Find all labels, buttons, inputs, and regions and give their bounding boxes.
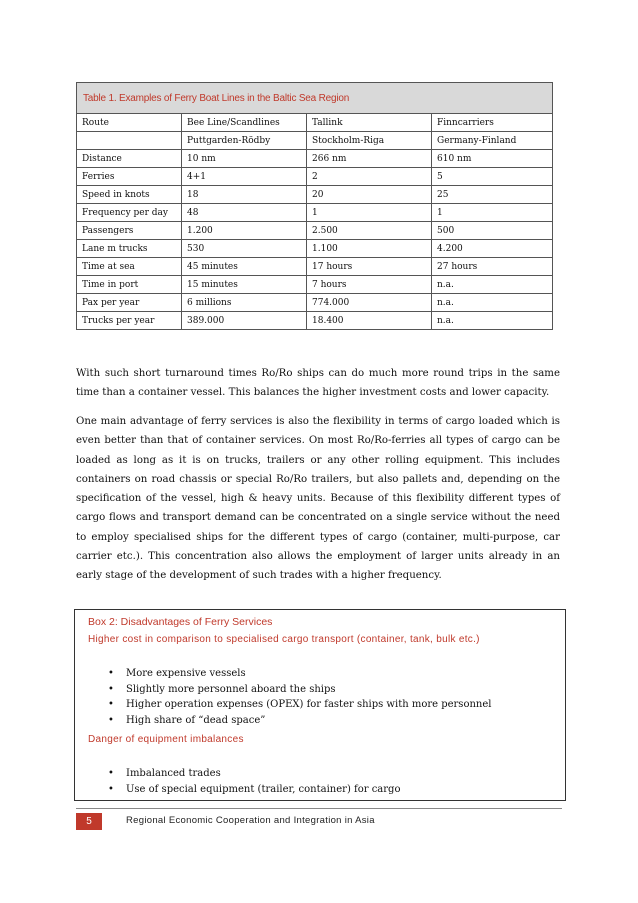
table-cell: 1.100 xyxy=(307,240,432,258)
table-row xyxy=(77,294,553,312)
table-caption: Table 1. Examples of Ferry Boat Lines in the Baltic Sea Region xyxy=(77,83,553,114)
table-cell: Pax per year xyxy=(77,294,182,312)
table-cell: 18 xyxy=(182,186,307,204)
table-cell: Tallink xyxy=(307,114,432,132)
table-row xyxy=(77,258,553,276)
list-item: • Slightly more personnel aboard the ships xyxy=(108,682,491,698)
table-cell: 17 hours xyxy=(307,258,432,276)
table-row xyxy=(77,114,553,132)
table-cell: 774.000 xyxy=(307,294,432,312)
table-cell: 5 xyxy=(432,168,553,186)
paragraph-flexibility: One main advantage of ferry services is also the flexibility in terms of cargo loaded which is even better than that of container services. On most Ro/Ro-ferries all types of cargo can be loaded as long as it is on trucks, trailers or any other rolling equipment. This includes containers on road chassis or special Ro/Ro trailers, but also pallets and, depending on the specification of the vessel, high & heavy units. Because of this flexibility different types of cargo flows and transport demand can be concentrated on a single service without the need to employ specialised ships for the different types of cargo (container, multi-purpose, car carrier etc.). This concentration also allows the employment of larger units already in an early stage of the development of such trades with a higher frequency. xyxy=(76,416,560,582)
table-cell: 45 minutes xyxy=(182,258,307,276)
footer-title: Regional Economic Cooperation and Integration in Asia xyxy=(126,815,375,826)
table-cell: 7 hours xyxy=(307,276,432,294)
table-cell xyxy=(77,132,182,150)
table-cell: 6 millions xyxy=(182,294,307,312)
page-number: 5 xyxy=(76,813,102,830)
table-cell: Bee Line/Scandlines xyxy=(182,114,307,132)
table-cell: Finncarriers xyxy=(432,114,553,132)
list-item: • High share of “dead space” xyxy=(108,713,491,729)
table-cell: Trucks per year xyxy=(77,312,182,330)
table-row xyxy=(77,186,553,204)
box-section2-list xyxy=(108,766,400,797)
table-cell: 1.200 xyxy=(182,222,307,240)
table-cell: 500 xyxy=(432,222,553,240)
box-section2-heading: Danger of equipment imbalances xyxy=(88,734,244,745)
list-item: • Higher operation expenses (OPEX) for faster ships with more personnel xyxy=(108,697,491,713)
table-cell: 20 xyxy=(307,186,432,204)
table-cell: 389.000 xyxy=(182,312,307,330)
table-cell: n.a. xyxy=(432,312,553,330)
table-cell: 1 xyxy=(307,204,432,222)
table-row xyxy=(77,312,553,330)
list-item: • Imbalanced trades xyxy=(108,766,400,782)
table-cell: Frequency per day xyxy=(77,204,182,222)
table-cell: Lane m trucks xyxy=(77,240,182,258)
table-row xyxy=(77,132,553,150)
table-cell: Puttgarden-Rödby xyxy=(182,132,307,150)
table-cell: 15 minutes xyxy=(182,276,307,294)
table-cell: 4.200 xyxy=(432,240,553,258)
table-cell: n.a. xyxy=(432,294,553,312)
paragraph-turnaround: With such short turnaround times Ro/Ro ships can do much more round trips in the same time than a container vessel. This balances the higher investment costs and lower capacity. xyxy=(76,368,560,399)
table-cell: 27 hours xyxy=(432,258,553,276)
table-row xyxy=(77,222,553,240)
list-item: • Use of special equipment (trailer, container) for cargo xyxy=(108,782,400,798)
table-cell: 610 nm xyxy=(432,150,553,168)
box-section1-heading: Higher cost in comparison to specialised cargo transport (container, tank, bulk etc.) xyxy=(88,634,480,645)
table-cell: Stockholm-Riga xyxy=(307,132,432,150)
box-section1-list xyxy=(108,666,491,728)
table-cell: Route xyxy=(77,114,182,132)
table-cell: 25 xyxy=(432,186,553,204)
table-cell: 48 xyxy=(182,204,307,222)
box-title: Box 2: Disadvantages of Ferry Services xyxy=(88,616,273,628)
table-cell: Ferries xyxy=(77,168,182,186)
table-cell: Passengers xyxy=(77,222,182,240)
table-row xyxy=(77,204,553,222)
table-cell: Speed in knots xyxy=(77,186,182,204)
table-cell: 18.400 xyxy=(307,312,432,330)
ferry-lines-table xyxy=(76,82,552,330)
table-cell: 266 nm xyxy=(307,150,432,168)
table-row xyxy=(77,150,553,168)
table-cell: 530 xyxy=(182,240,307,258)
table-cell: 2.500 xyxy=(307,222,432,240)
table-caption-row xyxy=(77,83,553,114)
table-cell: 1 xyxy=(432,204,553,222)
table-cell: Time at sea xyxy=(77,258,182,276)
list-item: • More expensive vessels xyxy=(108,666,491,682)
table-cell: Germany-Finland xyxy=(432,132,553,150)
footer-divider xyxy=(76,808,562,809)
table-cell: 10 nm xyxy=(182,150,307,168)
table-cell: 4+1 xyxy=(182,168,307,186)
table-cell: Time in port xyxy=(77,276,182,294)
table-cell: Distance xyxy=(77,150,182,168)
table-row xyxy=(77,168,553,186)
table-cell: n.a. xyxy=(432,276,553,294)
table-cell: 2 xyxy=(307,168,432,186)
disadvantages-box xyxy=(74,609,566,801)
table-row xyxy=(77,240,553,258)
table-row xyxy=(77,276,553,294)
